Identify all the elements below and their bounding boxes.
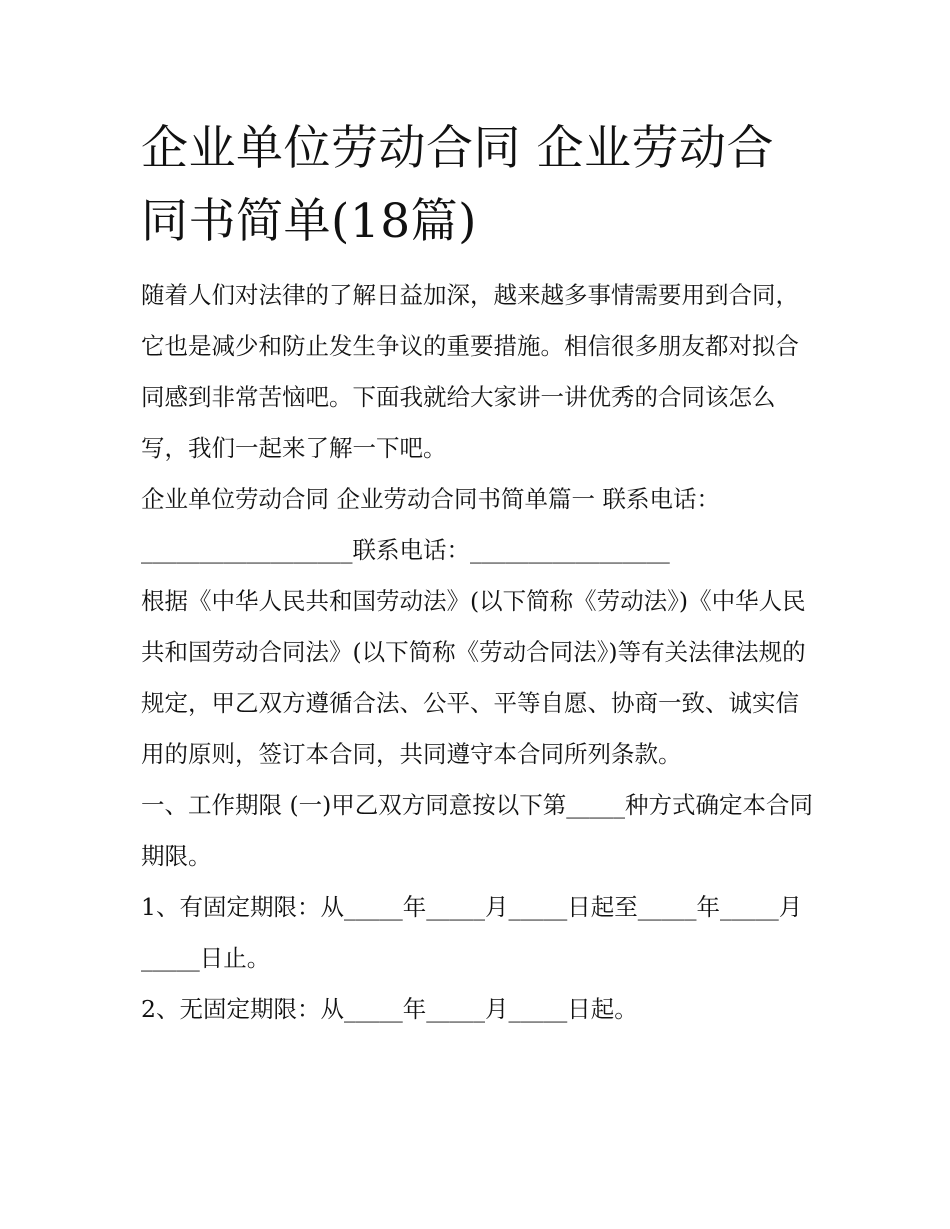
- phone-blank-line: __________________联系电话：_________________: [141, 536, 670, 564]
- term-section-paragraph: 一、工作期限 (一)甲乙双方同意按以下第_____种方式确定本合同期限。: [141, 791, 814, 870]
- document-title: 企业单位劳动合同 企业劳动合同书简单(18篇): [141, 121, 774, 249]
- intro-paragraph: 随着人们对法律的了解日益加深，越来越多事情需要用到合同，它也是减少和防止发生争议的重要措施。相信很多朋友都对拟合同感到非常苦恼吧。下面我就给大家讲一讲优秀的合同该怎么写，我们一起来了解一下吧。: [141, 281, 799, 462]
- contract-heading-line: 企业单位劳动合同 企业劳动合同书简单篇一 联系电话：: [141, 485, 720, 513]
- legal-basis-paragraph: 根据《中华人民共和国劳动法》(以下简称《劳动法》)《中华人民共和国劳动合同法》(以下简称《劳动合同法》)等有关法律法规的规定，甲乙双方遵循合法、公平、平等自愿、协商一致、诚实信用的原则，签订本合同，共同遵守本合同所列条款。: [141, 587, 806, 768]
- open-term-paragraph: 2、无固定期限：从_____年_____月_____日起。: [141, 995, 638, 1023]
- document-page: [141, 112, 821, 1035]
- fixed-term-paragraph: 1、有固定期限：从_____年_____月_____日起至_____年_____月_____日止。: [141, 893, 803, 972]
